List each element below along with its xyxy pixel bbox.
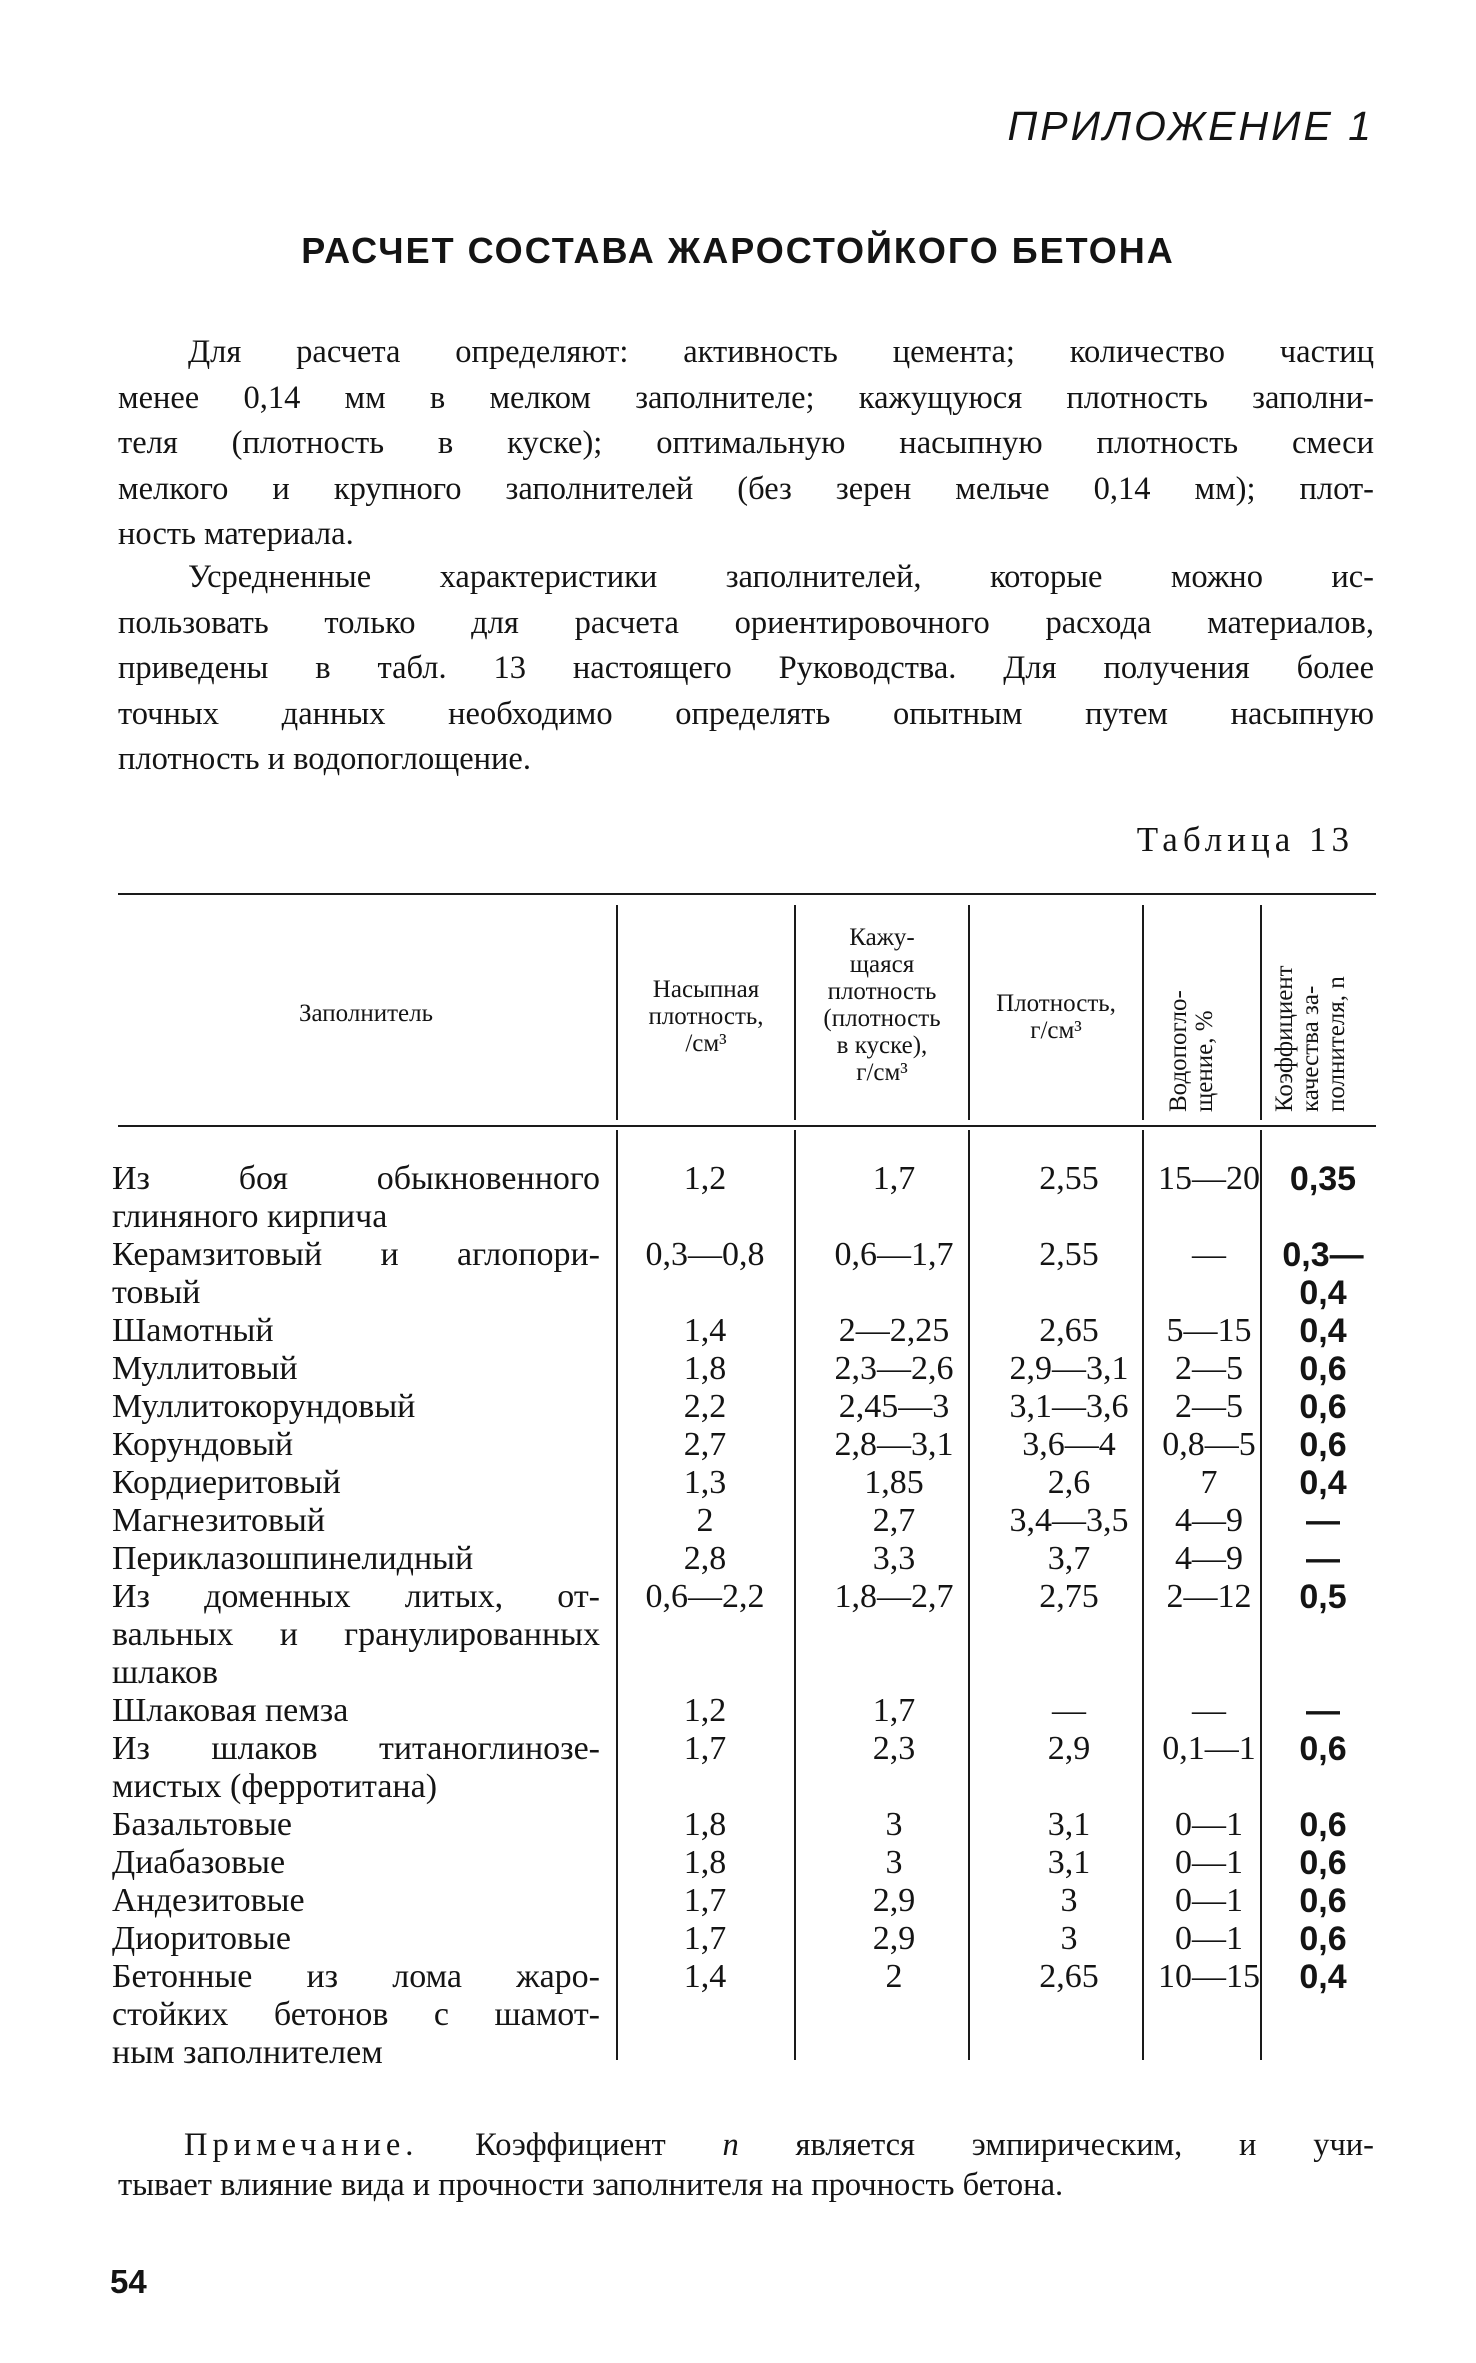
water-absorption-cell: 4—9: [1175, 1502, 1243, 1539]
bulk-density-cell: 1,7: [683, 1882, 727, 1919]
quality-coefficient-cell: 0,6: [1299, 1882, 1347, 1920]
text-line: менее 0,14 мм в мелком заполнителе; кажущуюся плотность заполни-: [118, 379, 1374, 416]
table-row: [112, 1540, 1376, 1578]
apparent-density-cell: 1,85: [864, 1464, 924, 1501]
apparent-density-cell: 2,9: [872, 1920, 916, 1957]
aggregate-name-cell: Корундовый: [112, 1426, 294, 1463]
density-cell: 2,65: [1039, 1958, 1099, 1995]
apparent-density-cell: 2,45—3: [838, 1388, 950, 1425]
density-cell: 2,9: [1047, 1730, 1091, 1767]
table-row: [112, 1692, 1376, 1730]
density-cell: 2,6: [1047, 1464, 1091, 1501]
density-cell: 2,55: [1039, 1236, 1099, 1273]
bulk-density-cell: 2,2: [683, 1388, 727, 1425]
table-row: [112, 1958, 1376, 2072]
bulk-density-cell: 1,4: [683, 1312, 727, 1349]
apparent-density-cell: 2,8—3,1: [834, 1426, 954, 1463]
table-body: [112, 1160, 1376, 2072]
water-absorption-cell: 0—1: [1175, 1806, 1243, 1843]
density-cell: 3: [1060, 1920, 1078, 1957]
apparent-density-cell: 2: [885, 1958, 903, 1995]
aggregate-name-cell: Диабазовые: [112, 1844, 286, 1881]
aggregate-name-cell: Диоритовые: [112, 1920, 291, 1957]
apparent-density-cell: 3,3: [872, 1540, 916, 1577]
table-row: [112, 1160, 1376, 1236]
table-row: [112, 1844, 1376, 1882]
water-absorption-cell: 7: [1200, 1464, 1218, 1501]
apparent-density-cell: 2—2,25: [838, 1312, 950, 1349]
aggregate-name-cell: Муллитокорундовый: [112, 1388, 416, 1425]
text-line: Усредненные характеристики заполнителей, которые можно ис-: [188, 559, 1374, 595]
table-row: [112, 1426, 1376, 1464]
intro-paragraph: [118, 330, 1374, 558]
text-line: пользовать только для расчета ориентировочного расхода материалов,: [118, 604, 1374, 641]
characteristics-paragraph: [118, 555, 1374, 783]
table-row: [112, 1502, 1376, 1540]
density-cell: 3: [1060, 1882, 1078, 1919]
density-cell: 3,1: [1047, 1806, 1091, 1843]
density-cell: 3,1: [1047, 1844, 1091, 1881]
aggregate-name-cell: Базальтовые: [112, 1806, 293, 1843]
text-line: Для расчета определяют: активность цемента; количество частиц: [188, 334, 1374, 370]
text-line: ность материала.: [118, 516, 354, 552]
bulk-density-cell: 1,3: [683, 1464, 727, 1501]
header-quality-coefficient: Коэффициент качества за- полнителя, n: [1271, 965, 1350, 1112]
apparent-density-cell: 2,9: [872, 1882, 916, 1919]
bulk-density-cell: 1,4: [683, 1958, 727, 1995]
table-top-rule: [118, 893, 1376, 895]
page-title: РАСЧЕТ СОСТАВА ЖАРОСТОЙКОГО БЕТОНА: [301, 230, 1175, 271]
water-absorption-cell: 0,8—5: [1162, 1426, 1256, 1463]
water-absorption-cell: 0,1—1: [1162, 1730, 1256, 1767]
water-absorption-cell: —: [1192, 1236, 1226, 1273]
aggregate-name-cell: Из шлаков титаноглинозе- мистых (ферротитана): [112, 1730, 600, 1805]
density-cell: 3,6—4: [1022, 1426, 1116, 1463]
bulk-density-cell: 1,2: [683, 1692, 727, 1729]
header-density: Плотность, г/см³: [996, 990, 1116, 1044]
quality-coefficient-cell: 0,6: [1299, 1806, 1347, 1844]
water-absorption-cell: —: [1192, 1692, 1226, 1729]
water-absorption-cell: 2—5: [1175, 1388, 1243, 1425]
table-row: [112, 1730, 1376, 1806]
quality-coefficient-cell: —: [1306, 1540, 1340, 1578]
density-cell: 2,9—3,1: [1009, 1350, 1129, 1387]
quality-coefficient-cell: 0,6: [1299, 1730, 1347, 1768]
note-line: тывает влияние вида и прочности заполнителя на прочность бетона.: [118, 2167, 1064, 2203]
bulk-density-cell: 1,8: [683, 1806, 727, 1843]
table-row: [112, 1236, 1376, 1312]
bulk-density-cell: 2,8: [683, 1540, 727, 1577]
water-absorption-cell: 0—1: [1175, 1920, 1243, 1957]
table-row: [112, 1920, 1376, 1958]
bulk-density-cell: 2: [696, 1502, 714, 1539]
bulk-density-cell: 0,6—2,2: [645, 1578, 765, 1615]
density-cell: —: [1052, 1692, 1086, 1729]
text-line: мелкого и крупного заполнителей (без зерен мельче 0,14 мм); плот-: [118, 470, 1374, 507]
apparent-density-cell: 1,7: [872, 1160, 916, 1197]
table-row: [112, 1350, 1376, 1388]
apparent-density-cell: 0,6—1,7: [834, 1236, 954, 1273]
aggregate-name-cell: Магнезитовый: [112, 1502, 326, 1539]
bulk-density-cell: 2,7: [683, 1426, 727, 1463]
quality-coefficient-cell: 0,6: [1299, 1388, 1347, 1426]
header-water-absorption: Водопогло- щение, %: [1165, 990, 1218, 1112]
aggregate-name-cell: Керамзитовый и аглопори- товый: [112, 1236, 600, 1311]
table-caption: Таблица 13: [1136, 820, 1354, 859]
apparent-density-cell: 2,3—2,6: [834, 1350, 954, 1387]
aggregate-name-cell: Периклазошпинелидный: [112, 1540, 474, 1577]
quality-coefficient-cell: 0,3— 0,4: [1282, 1236, 1364, 1312]
aggregate-name-cell: Из доменных литых, от- вальных и гранулированных шлаков: [112, 1578, 600, 1691]
density-cell: 3,1—3,6: [1009, 1388, 1129, 1425]
text-line: плотность и водопоглощение.: [118, 741, 531, 777]
bulk-density-cell: 1,7: [683, 1920, 727, 1957]
table-row: [112, 1806, 1376, 1844]
quality-coefficient-cell: 0,5: [1299, 1578, 1347, 1616]
density-cell: 2,55: [1039, 1160, 1099, 1197]
table-row: [112, 1578, 1376, 1692]
table-header-rule: [118, 1125, 1376, 1127]
note-label: Примечание.: [184, 2127, 419, 2163]
header-bulk-density: Насыпная плотность, /см³: [648, 976, 764, 1057]
aggregate-name-cell: Муллитовый: [112, 1350, 298, 1387]
quality-coefficient-cell: 0,4: [1299, 1958, 1347, 1996]
water-absorption-cell: 0—1: [1175, 1844, 1243, 1881]
density-cell: 3,7: [1047, 1540, 1091, 1577]
aggregate-name-cell: Бетонные из лома жаро- стойких бетонов с шамот- ным заполнителем: [112, 1958, 600, 2071]
bulk-density-cell: 0,3—0,8: [645, 1236, 765, 1273]
appendix-label: ПРИЛОЖЕНИЕ 1: [1007, 103, 1374, 149]
header-apparent-density: Кажу- щаяся плотность (плотность в куске), г/см³: [823, 924, 941, 1086]
water-absorption-cell: 5—15: [1166, 1312, 1252, 1349]
apparent-density-cell: 1,8—2,7: [834, 1578, 954, 1615]
note-line: Примечание. Коэффициент n является эмпирическим, и учи-: [184, 2127, 1375, 2163]
quality-coefficient-cell: 0,6: [1299, 1350, 1347, 1388]
water-absorption-cell: 10—15: [1158, 1958, 1260, 1995]
bulk-density-cell: 1,8: [683, 1350, 727, 1387]
quality-coefficient-cell: 0,6: [1299, 1844, 1347, 1882]
table-note: [118, 2125, 1374, 2205]
quality-coefficient-cell: 0,4: [1299, 1464, 1347, 1502]
quality-coefficient-cell: —: [1306, 1502, 1340, 1540]
table-row: [112, 1882, 1376, 1920]
aggregate-name-cell: Шлаковая пемза: [112, 1692, 349, 1729]
apparent-density-cell: 2,7: [872, 1502, 916, 1539]
aggregate-name-cell: Шамотный: [112, 1312, 274, 1349]
quality-coefficient-cell: 0,35: [1289, 1160, 1357, 1198]
quality-coefficient-cell: —: [1306, 1692, 1340, 1730]
page-number: 54: [110, 2263, 147, 2300]
header-aggregate: Заполнитель: [299, 1000, 433, 1027]
density-cell: 2,75: [1039, 1578, 1099, 1615]
apparent-density-cell: 1,7: [872, 1692, 916, 1729]
bulk-density-cell: 1,7: [683, 1730, 727, 1767]
density-cell: 3,4—3,5: [1009, 1502, 1129, 1539]
text-line: приведены в табл. 13 настоящего Руководства. Для получения более: [118, 650, 1374, 686]
quality-coefficient-cell: 0,6: [1299, 1426, 1347, 1464]
table-row: [112, 1312, 1376, 1350]
water-absorption-cell: 15—20: [1158, 1160, 1260, 1197]
apparent-density-cell: 3: [885, 1806, 903, 1843]
bulk-density-cell: 1,8: [683, 1844, 727, 1881]
water-absorption-cell: 4—9: [1175, 1540, 1243, 1577]
aggregate-name-cell: Андезитовые: [112, 1882, 305, 1919]
bulk-density-cell: 1,2: [683, 1160, 727, 1197]
water-absorption-cell: 0—1: [1175, 1882, 1243, 1919]
table-row: [112, 1388, 1376, 1426]
column-divider: [1142, 905, 1144, 1120]
quality-coefficient-cell: 0,4: [1299, 1312, 1347, 1350]
density-cell: 2,65: [1039, 1312, 1099, 1349]
text-line: теля (плотность в куске); оптимальную насыпную плотность смеси: [118, 425, 1374, 461]
quality-coefficient-cell: 0,6: [1299, 1920, 1347, 1958]
water-absorption-cell: 2—5: [1175, 1350, 1243, 1387]
apparent-density-cell: 2,3: [872, 1730, 916, 1767]
text-line: точных данных необходимо определять опытным путем насыпную: [118, 695, 1374, 732]
water-absorption-cell: 2—12: [1166, 1578, 1252, 1615]
table-row: [112, 1464, 1376, 1502]
column-divider: [1260, 905, 1262, 1120]
aggregate-name-cell: Кордиеритовый: [112, 1464, 341, 1501]
aggregate-name-cell: Из боя обыкновенного глиняного кирпича: [112, 1160, 600, 1235]
apparent-density-cell: 3: [885, 1844, 903, 1881]
